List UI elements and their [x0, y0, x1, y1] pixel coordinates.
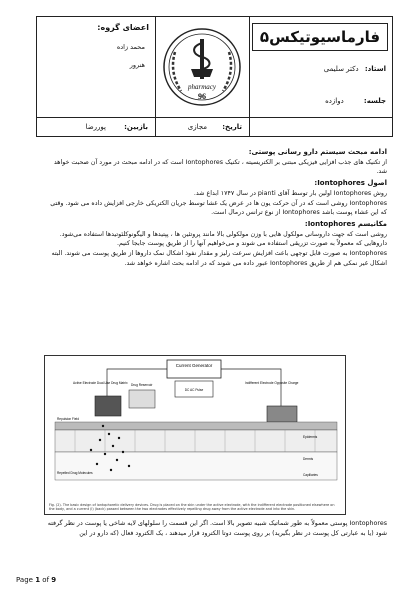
figure-caption: Fig. (2). The basic design of iontophoretic delivery devices. Drug is placed on the skin under the active electrode, with the indifferent electrode positioned elsewhere on the body, and a current (I) (back) passed between the two electrodes effectively repelling drug away from the active electrode and into the skin.: [49, 502, 335, 511]
epidermis-label: Epidermis: [303, 435, 318, 439]
group-label: اعضای گروه:: [97, 23, 149, 32]
logo-year: 96: [198, 92, 206, 101]
dermis-label: Dermis: [303, 457, 314, 461]
header-footer-row: [37, 117, 392, 137]
current-generator-label: Current Generator: [175, 363, 213, 368]
session-label: جلسه:: [363, 97, 386, 105]
reviewer-value: پوررضا: [85, 123, 106, 131]
master-value: دکتر سلیمی: [323, 65, 359, 73]
page-current: 1: [35, 576, 41, 584]
paragraph: از تکنیک های جذب افزایی فیزیکی مبتنی بر الکتریسیته ، تکنیک Iontophores است که در ادامه مبحث در مورد آن صحبت خواهد شد.: [53, 158, 387, 176]
master-row: [324, 65, 386, 73]
active-electrode-label: Active Electrode Dual-Use Drug Matrix: [73, 381, 128, 385]
session-value: دوازده: [325, 97, 344, 105]
dc-ac-label: DC AC Pulse: [184, 388, 204, 392]
member-name: هنرور: [129, 61, 145, 69]
course-title: فارماسیوتیکس۵: [252, 23, 388, 51]
section-heading: مکانیسم Iontophores:: [304, 219, 387, 228]
page-of: of: [42, 576, 50, 584]
date-label: تاریخ:: [222, 123, 242, 131]
date-value: مجازی: [187, 123, 207, 131]
page-total: 9: [51, 576, 57, 584]
course-cell: [249, 17, 392, 117]
document-body: [42, 148, 387, 268]
iontophoresis-figure: [44, 355, 346, 515]
paragraph: Iontophores به صورت قابل توجهی باعث افزایش سرعت رلیز و مقدار نفوذ اشکال نمک داروها از طریق پوست می شوند. البته اشکال غیر نمکی هم از طریق Iontophores عبور داده می شوند که در ادامه بحث اشاره خواهد شد.: [51, 250, 387, 267]
repelled-molecules-label: Repelled Drug Molecules: [57, 471, 93, 475]
repulsion-field-label: Repulsion Field: [57, 417, 79, 421]
section-heading: ادامه مبحث سیستم دارو رسانی پوستی:: [248, 148, 387, 156]
master-label: استاد:: [364, 65, 386, 73]
capillaries-label: Capillaries: [303, 473, 318, 477]
indifferent-electrode-label: Indifferent Electrode Opposite Charge: [245, 381, 299, 385]
session-row: [325, 97, 386, 105]
page-footer: [16, 576, 56, 584]
drug-reservoir-label: Drug Reservoir: [131, 383, 153, 387]
paragraph: Iontophores پوستی معمولاً به طور شماتیک شبیه تصویر بالا است. اگر این قسمت را سلولهای لایه شاخی یا پوست در نظر گرفته شود (یا به عبارتی کل پوست در نظر بگیرید) بر روی پوست دوتا الکترود قرار میدهند ، یک الکترود فعال (که دارو در این: [47, 520, 387, 537]
logo-text: pharmacy: [188, 83, 216, 91]
member-name: محمد زاده: [116, 43, 145, 51]
header-table: [36, 16, 393, 137]
reviewer-label: بازبین:: [124, 123, 148, 131]
iontophoresis-diagram: [45, 356, 345, 486]
paragraph: روش Iontophores اولین بار توسط آقای pianti در سال ۱۷۴۷ ابداع شد.: [193, 189, 387, 197]
document-body-continued: [42, 519, 387, 538]
page-label: Page: [16, 576, 33, 584]
paragraph: روشی است که جهت داروسانی مولکول هایی با وزن مولکولی بالا مانند پروتئین ها ، پپتیدها و الیگونوکلئوتیدها استفاده می‌شود. داروهایی که معمولاً به صورت تزریقی استفاده می شوند و می‌خواهیم آنها را از طریق پوست جابجا کنیم.: [59, 230, 387, 248]
pharmacy-logo: [155, 17, 250, 117]
paragraph: Iontophores روشی است که در آن حرکت یون ها در عرض یک غشا توسط جریان الکتریکی خارجی افزایش داده می شود. وقتی که این غشاء پوست باشد Iontophores از نوع ترانس درمال است.: [50, 199, 387, 217]
section-heading: اصول Iontophores:: [314, 179, 387, 188]
